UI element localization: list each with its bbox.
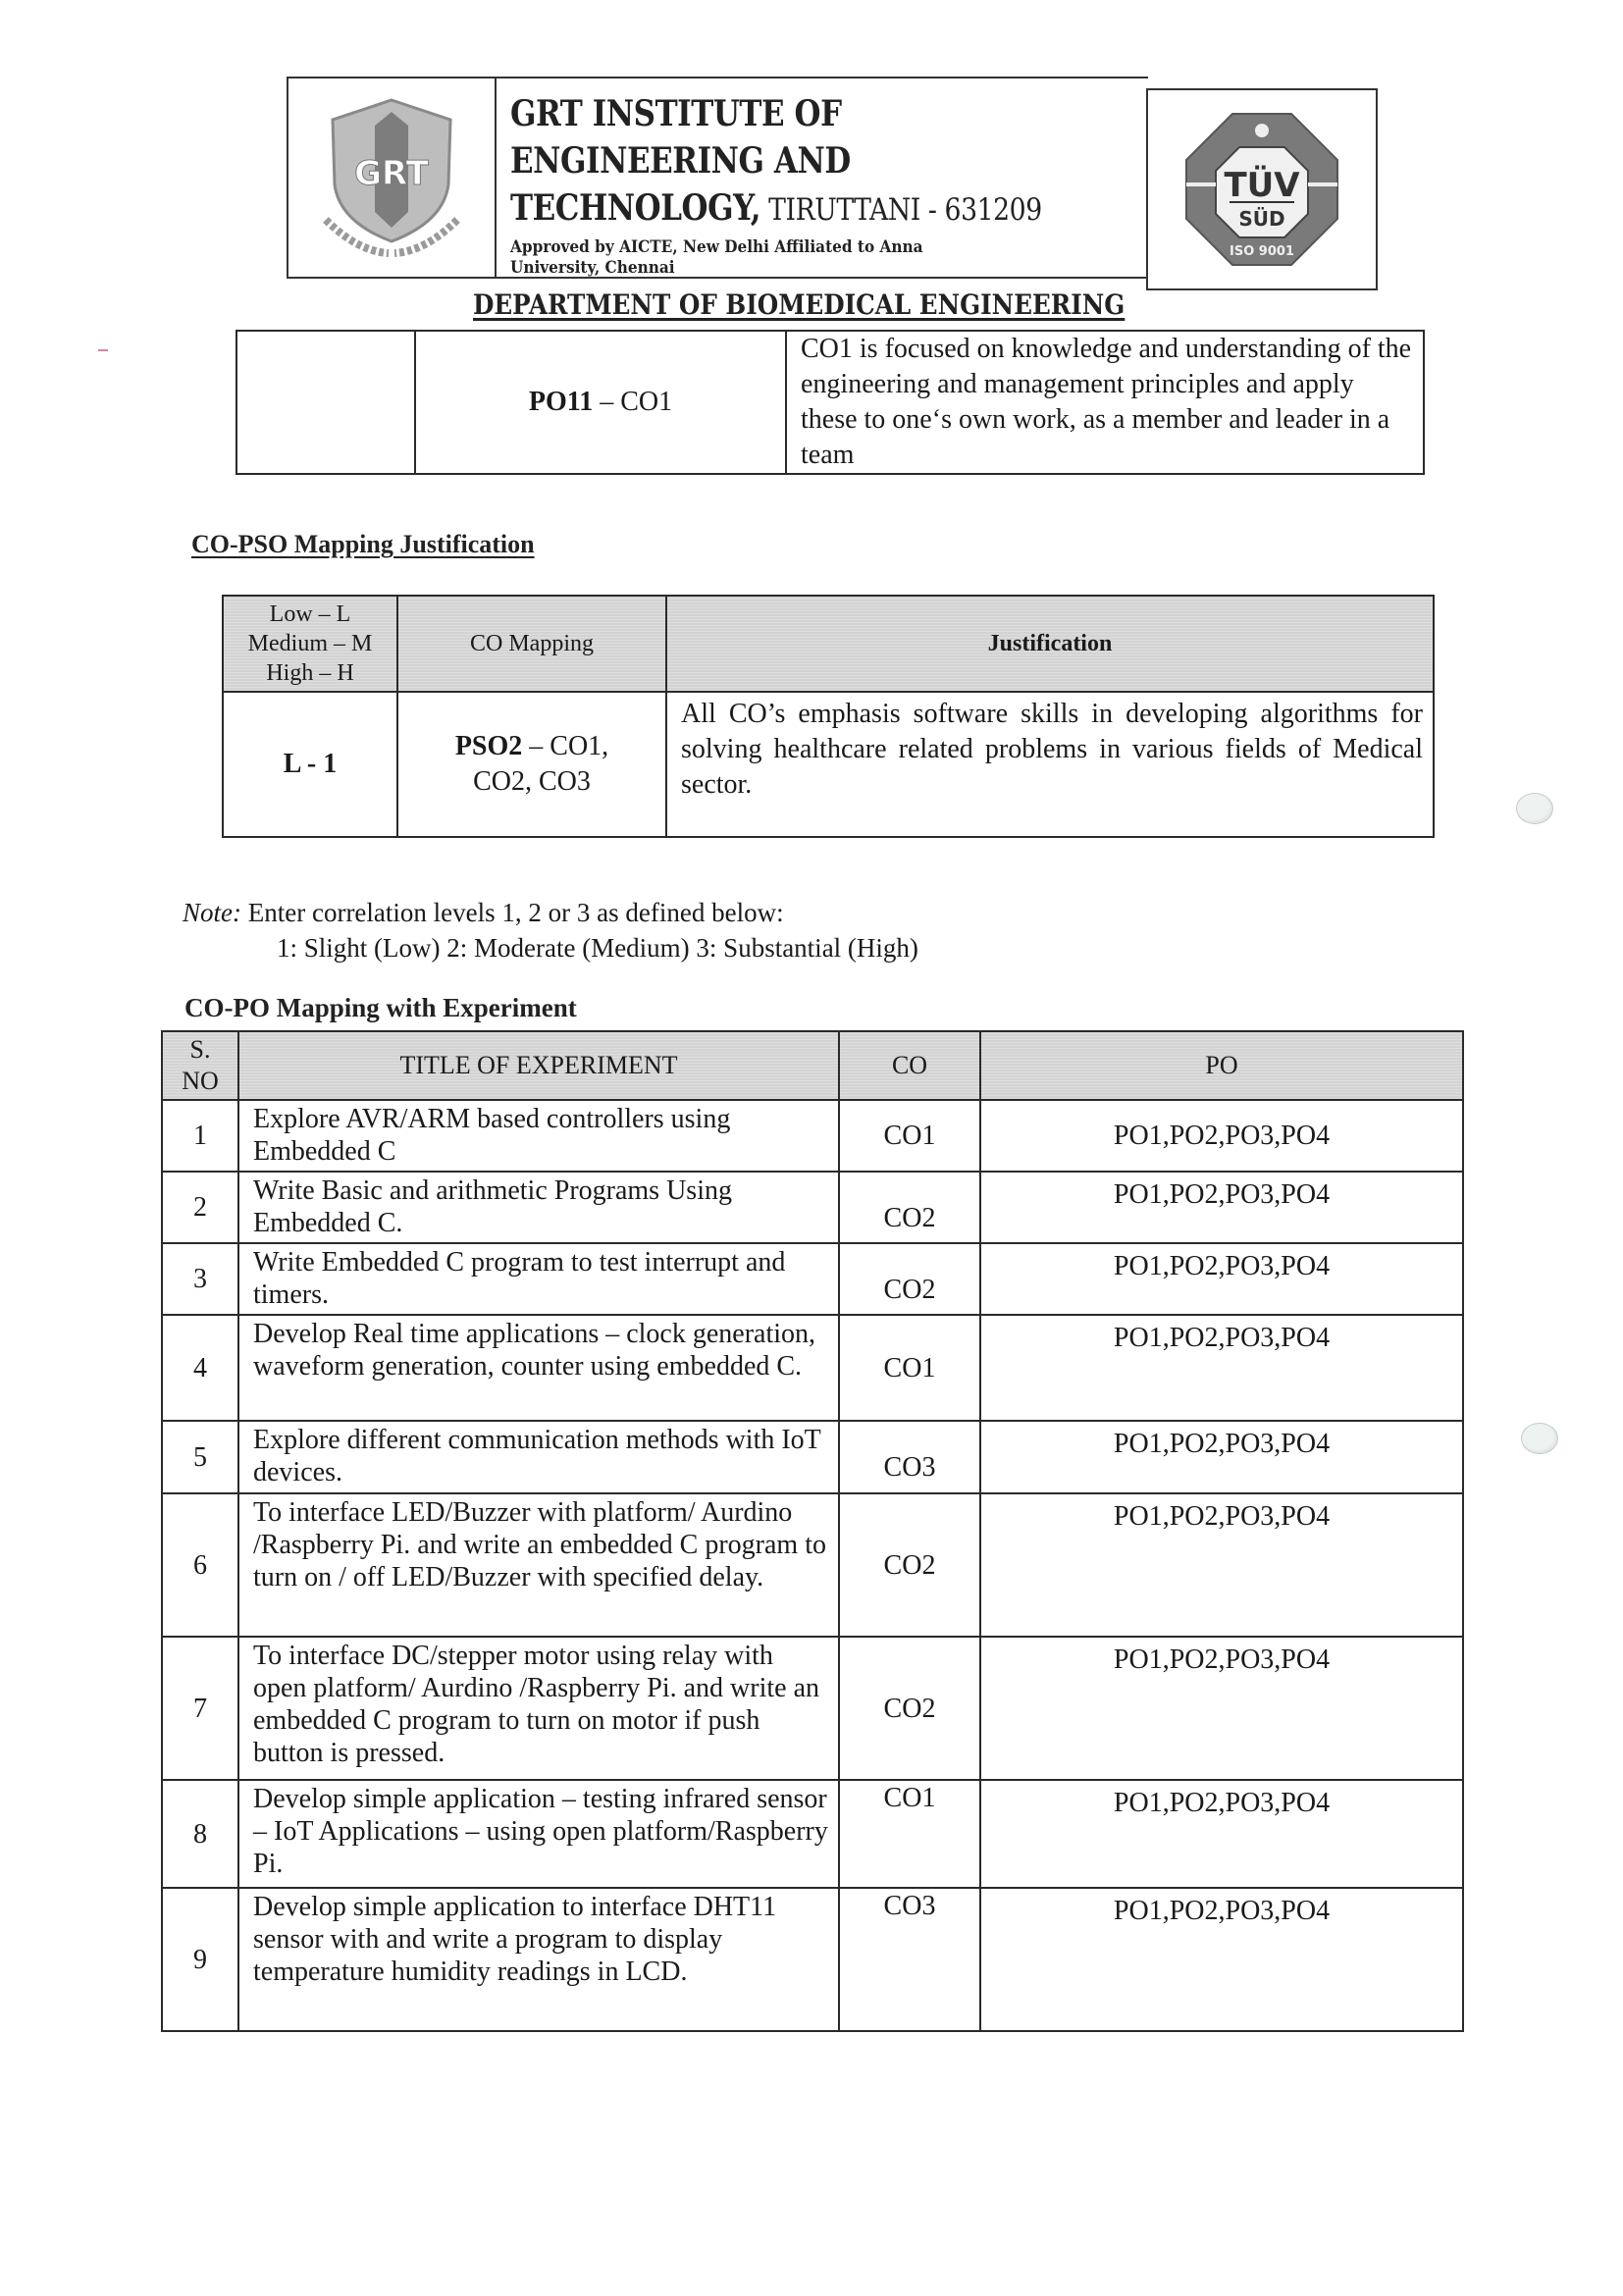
level-cell: L - 1 — [223, 692, 397, 837]
po-cell: PO1,PO2,PO3,PO4 — [980, 1315, 1463, 1421]
svg-text:SÜD: SÜD — [1238, 207, 1285, 231]
experiment-title-cell: Explore different communication methods with IoT devices. — [238, 1421, 839, 1493]
sno-cell: 5 — [162, 1421, 238, 1493]
table-row — [162, 1172, 1463, 1243]
sno-cell: 9 — [162, 1888, 238, 2031]
level-header: Low – L Medium – M High – H — [223, 596, 397, 692]
co-cell: CO1 — [839, 1100, 980, 1172]
table-header-row — [223, 596, 1434, 692]
table-header-row — [162, 1031, 1463, 1100]
po-cell: PO1,PO2,PO3,PO4 — [980, 1888, 1463, 2031]
co-po-experiment-table — [161, 1030, 1464, 2032]
table-row — [162, 1243, 1463, 1315]
co-po-experiment-section-title: CO-PO Mapping with Experiment — [184, 993, 577, 1022]
experiment-title-cell: To interface DC/stepper motor using relay with open platform/ Aurdino /Raspberry Pi. and write an embedded C program to turn on motor if push button is pressed. — [238, 1637, 839, 1780]
note-label: Note: — [183, 898, 241, 927]
institute-name-line1: GRT INSTITUTE OF — [510, 93, 842, 134]
co-cell: CO2 — [839, 1637, 980, 1780]
department-title: DEPARTMENT OF BIOMEDICAL ENGINEERING — [473, 288, 1126, 321]
sno-cell: 8 — [162, 1780, 238, 1888]
tuv-sud-iso-icon — [1178, 106, 1345, 273]
po-cell: PO1,PO2,PO3,PO4 — [980, 1493, 1463, 1637]
table-row — [223, 692, 1434, 837]
co-mapping-header: CO Mapping — [397, 596, 666, 692]
institute-name-line3: TECHNOLOGY, TIRUTTANI - 631209 — [510, 187, 1042, 229]
title-header: TITLE OF EXPERIMENT — [238, 1031, 839, 1100]
co-pso-mapping-table — [222, 595, 1435, 838]
co-pso-section-title: CO-PSO Mapping Justification — [191, 530, 535, 558]
po-cell: PO1,PO2,PO3,PO4 — [980, 1637, 1463, 1780]
experiment-title-cell: Develop simple application – testing infrared sensor – IoT Applications – using open platform/Raspberry Pi. — [238, 1780, 839, 1888]
co-cell: CO2 — [839, 1493, 980, 1637]
co-cell: CO3 — [839, 1421, 980, 1493]
svg-text:GRT: GRT — [354, 154, 429, 193]
institute-name-line2: ENGINEERING AND — [510, 140, 851, 182]
co-cell: CO3 — [839, 1888, 980, 2031]
co-cell: CO2 — [839, 1243, 980, 1315]
punch-hole — [1516, 793, 1553, 824]
table-row — [162, 1421, 1463, 1493]
tuv-certification-logo — [1146, 88, 1378, 290]
po-cell: PO1,PO2,PO3,PO4 — [980, 1100, 1463, 1172]
sno-header: S. NO — [162, 1031, 238, 1100]
co-cell: CO1 — [839, 1315, 980, 1421]
co-cell: CO1 — [839, 1780, 980, 1888]
po-header: PO — [980, 1031, 1463, 1100]
table-row — [236, 331, 1424, 474]
co-cell: CO2 — [839, 1172, 980, 1243]
correlation-note: Note: Enter correlation levels 1, 2 or 3 as defined below: 1: Slight (Low) 2: Moderate (Medium) 3: Substantial (High) — [183, 895, 918, 965]
co-header: CO — [839, 1031, 980, 1100]
po-cell: PO1,PO2,PO3,PO4 — [980, 1243, 1463, 1315]
table-row — [162, 1780, 1463, 1888]
experiment-title-cell: Write Embedded C program to test interrupt and timers. — [238, 1243, 839, 1315]
experiment-title-cell: Explore AVR/ARM based controllers using Embedded C — [238, 1100, 839, 1172]
table-row — [162, 1888, 1463, 2031]
level-cell — [236, 331, 415, 474]
grt-logo — [288, 78, 497, 277]
sno-cell: 3 — [162, 1243, 238, 1315]
mapping-cell: PO11 – CO1 — [415, 331, 786, 474]
po-cell: PO1,PO2,PO3,PO4 — [980, 1421, 1463, 1493]
experiment-title-cell: Write Basic and arithmetic Programs Using Embedded C. — [238, 1172, 839, 1243]
approval-text: Approved by AICTE, New Delhi Affiliated to Anna University, Chennai — [510, 237, 923, 278]
punch-hole — [1521, 1423, 1558, 1454]
sno-cell: 4 — [162, 1315, 238, 1421]
mapping-cell: PSO2 – CO1, CO2, CO3 — [397, 692, 666, 837]
table-row — [162, 1493, 1463, 1637]
experiment-title-cell: To interface LED/Buzzer with platform/ Aurdino /Raspberry Pi. and write an embedded C program to turn on / off LED/Buzzer with specified delay. — [238, 1493, 839, 1637]
scan-mark — [98, 349, 108, 351]
svg-text:ISO 9001: ISO 9001 — [1230, 244, 1294, 259]
po-cell: PO1,PO2,PO3,PO4 — [980, 1780, 1463, 1888]
sno-cell: 6 — [162, 1493, 238, 1637]
experiment-title-cell: Develop Real time applications – clock generation, waveform generation, counter using embedded C. — [238, 1315, 839, 1421]
table-row — [162, 1315, 1463, 1421]
po-cell: PO1,PO2,PO3,PO4 — [980, 1172, 1463, 1243]
sno-cell: 2 — [162, 1172, 238, 1243]
institute-header — [287, 77, 1148, 279]
experiment-title-cell: Develop simple application to interface DHT11 sensor with and write a program to display temperature humidity readings in LCD. — [238, 1888, 839, 2031]
svg-text:TÜV: TÜV — [1224, 166, 1300, 205]
sno-cell: 1 — [162, 1100, 238, 1172]
correlation-levels: 1: Slight (Low) 2: Moderate (Medium) 3: Substantial (High) — [277, 933, 918, 963]
justification-header: Justification — [666, 596, 1434, 692]
table-row — [162, 1637, 1463, 1780]
sno-cell: 7 — [162, 1637, 238, 1780]
co-po-justification-continuation-table — [236, 330, 1425, 475]
table-row — [162, 1100, 1463, 1172]
justification-cell: All CO’s emphasis software skills in developing algorithms for solving healthcare related problems in various fields of Medical sector. — [666, 692, 1434, 837]
justification-cell: CO1 is focused on knowledge and understanding of the engineering and management principles and apply these to one‘s own work, as a member and leader in a team — [786, 331, 1424, 474]
grt-shield-icon — [318, 94, 465, 261]
